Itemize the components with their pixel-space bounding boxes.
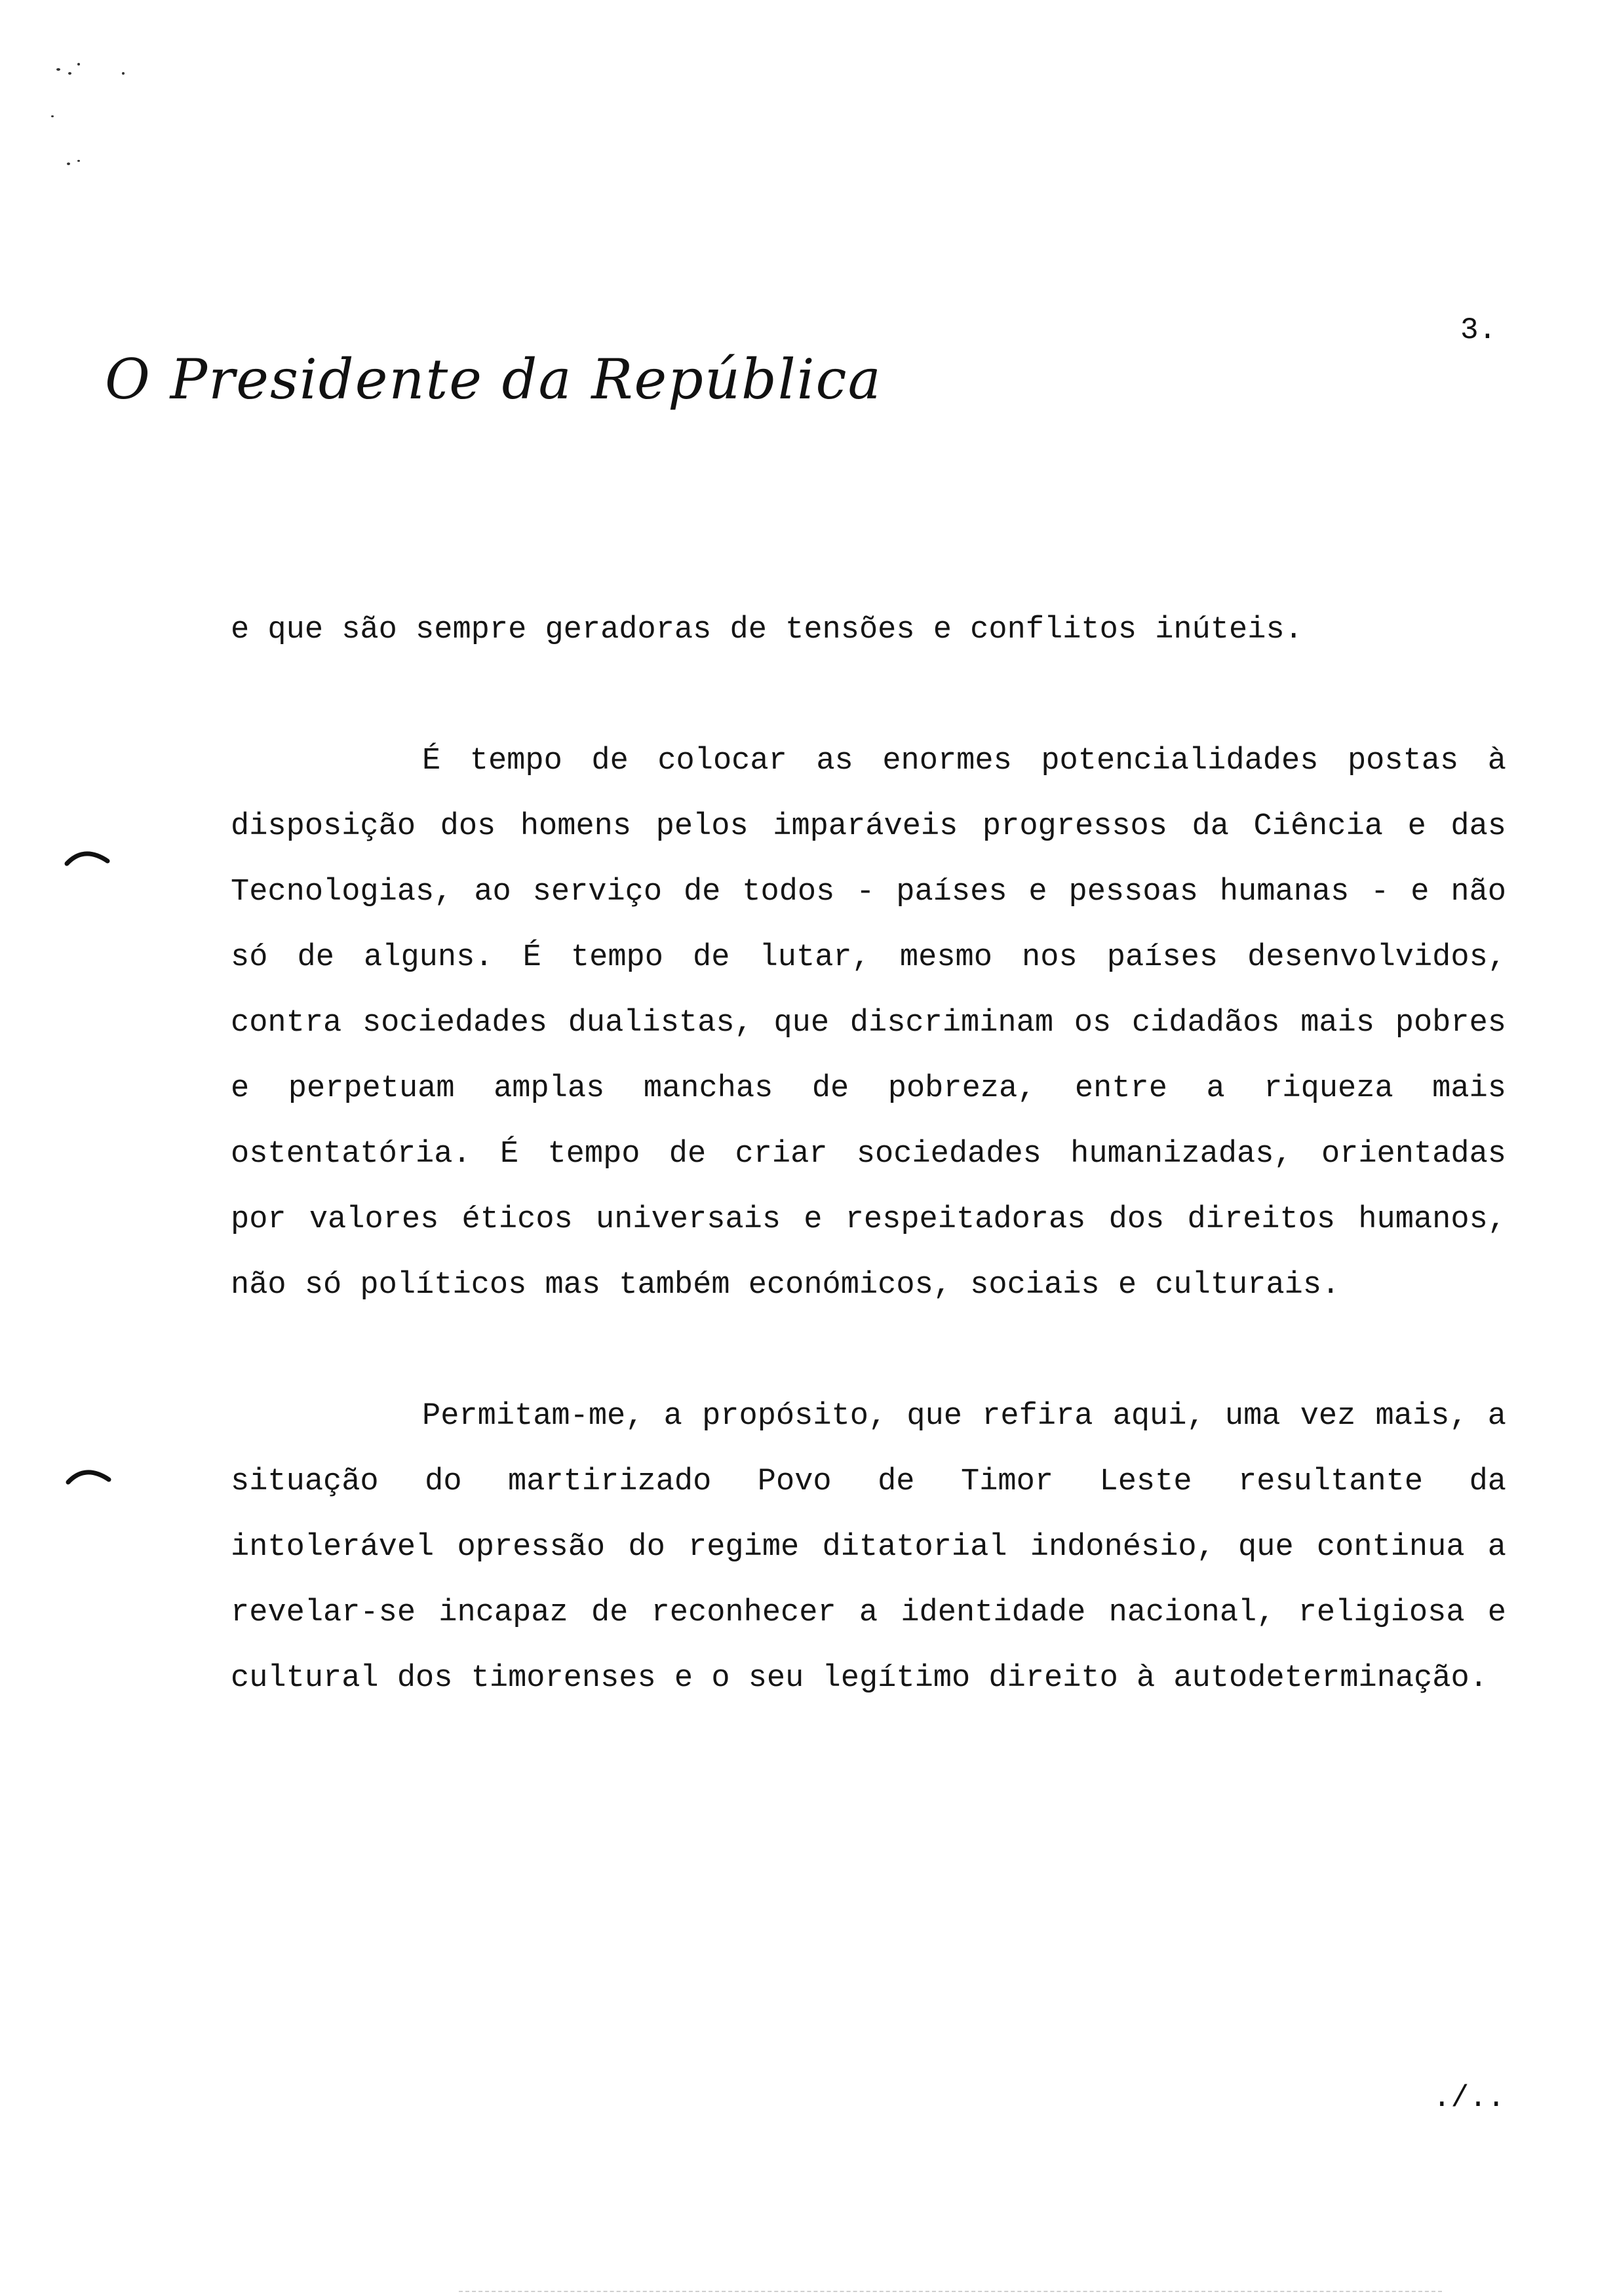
scan-speck <box>68 72 71 75</box>
scan-speck <box>122 72 125 75</box>
paragraph: Permitam-me, a propósito, que refira aqui, uma vez mais, a situação do martirizado Povo de Timor Leste resultante da intolerável opressão do regime ditatorial indonésio, que continua a revelar-se incapaz de reconhecer a identidade nacional, religiosa e cultural dos timorenses e o seu legítimo direito à autodeterminação. <box>231 1399 1506 1696</box>
scan-speck <box>56 68 60 71</box>
scan-speck <box>51 115 54 117</box>
punch-hole-mark-icon <box>64 849 110 866</box>
paragraph: É tempo de colocar as enormes potencialidades postas à disposição dos homens pelos imparáveis progressos da Ciência e das Tecnologias, ao serviço de todos - países e pessoas humanas - e não só de alguns. É tempo de lutar, mesmo nos países desenvolvidos, contra sociedades dualistas, que discriminam os cidadãos mais pobres e perpetuam amplas manchas de pobreza, entre a riqueza mais ostentatória. É tempo de criar sociedades humanizadas, orientadas por valores éticos universais e respeitadoras dos direitos humanos, não só políticos mas também económicos, sociais e culturais. <box>231 744 1506 1303</box>
scan-edge-line <box>459 2291 1442 2292</box>
letterhead-title: O Presidente da República <box>105 347 882 411</box>
scan-speck <box>77 63 80 66</box>
scan-speck <box>67 163 70 165</box>
page-number: 3. <box>1460 313 1497 347</box>
letter-body <box>231 598 1506 1712</box>
paragraph: e que são sempre geradoras de tensões e conflitos inúteis. <box>231 613 1303 647</box>
scan-speck <box>77 160 80 162</box>
continuation-mark: ./.. <box>1433 2081 1506 2115</box>
punch-hole-mark-icon <box>66 1468 111 1485</box>
